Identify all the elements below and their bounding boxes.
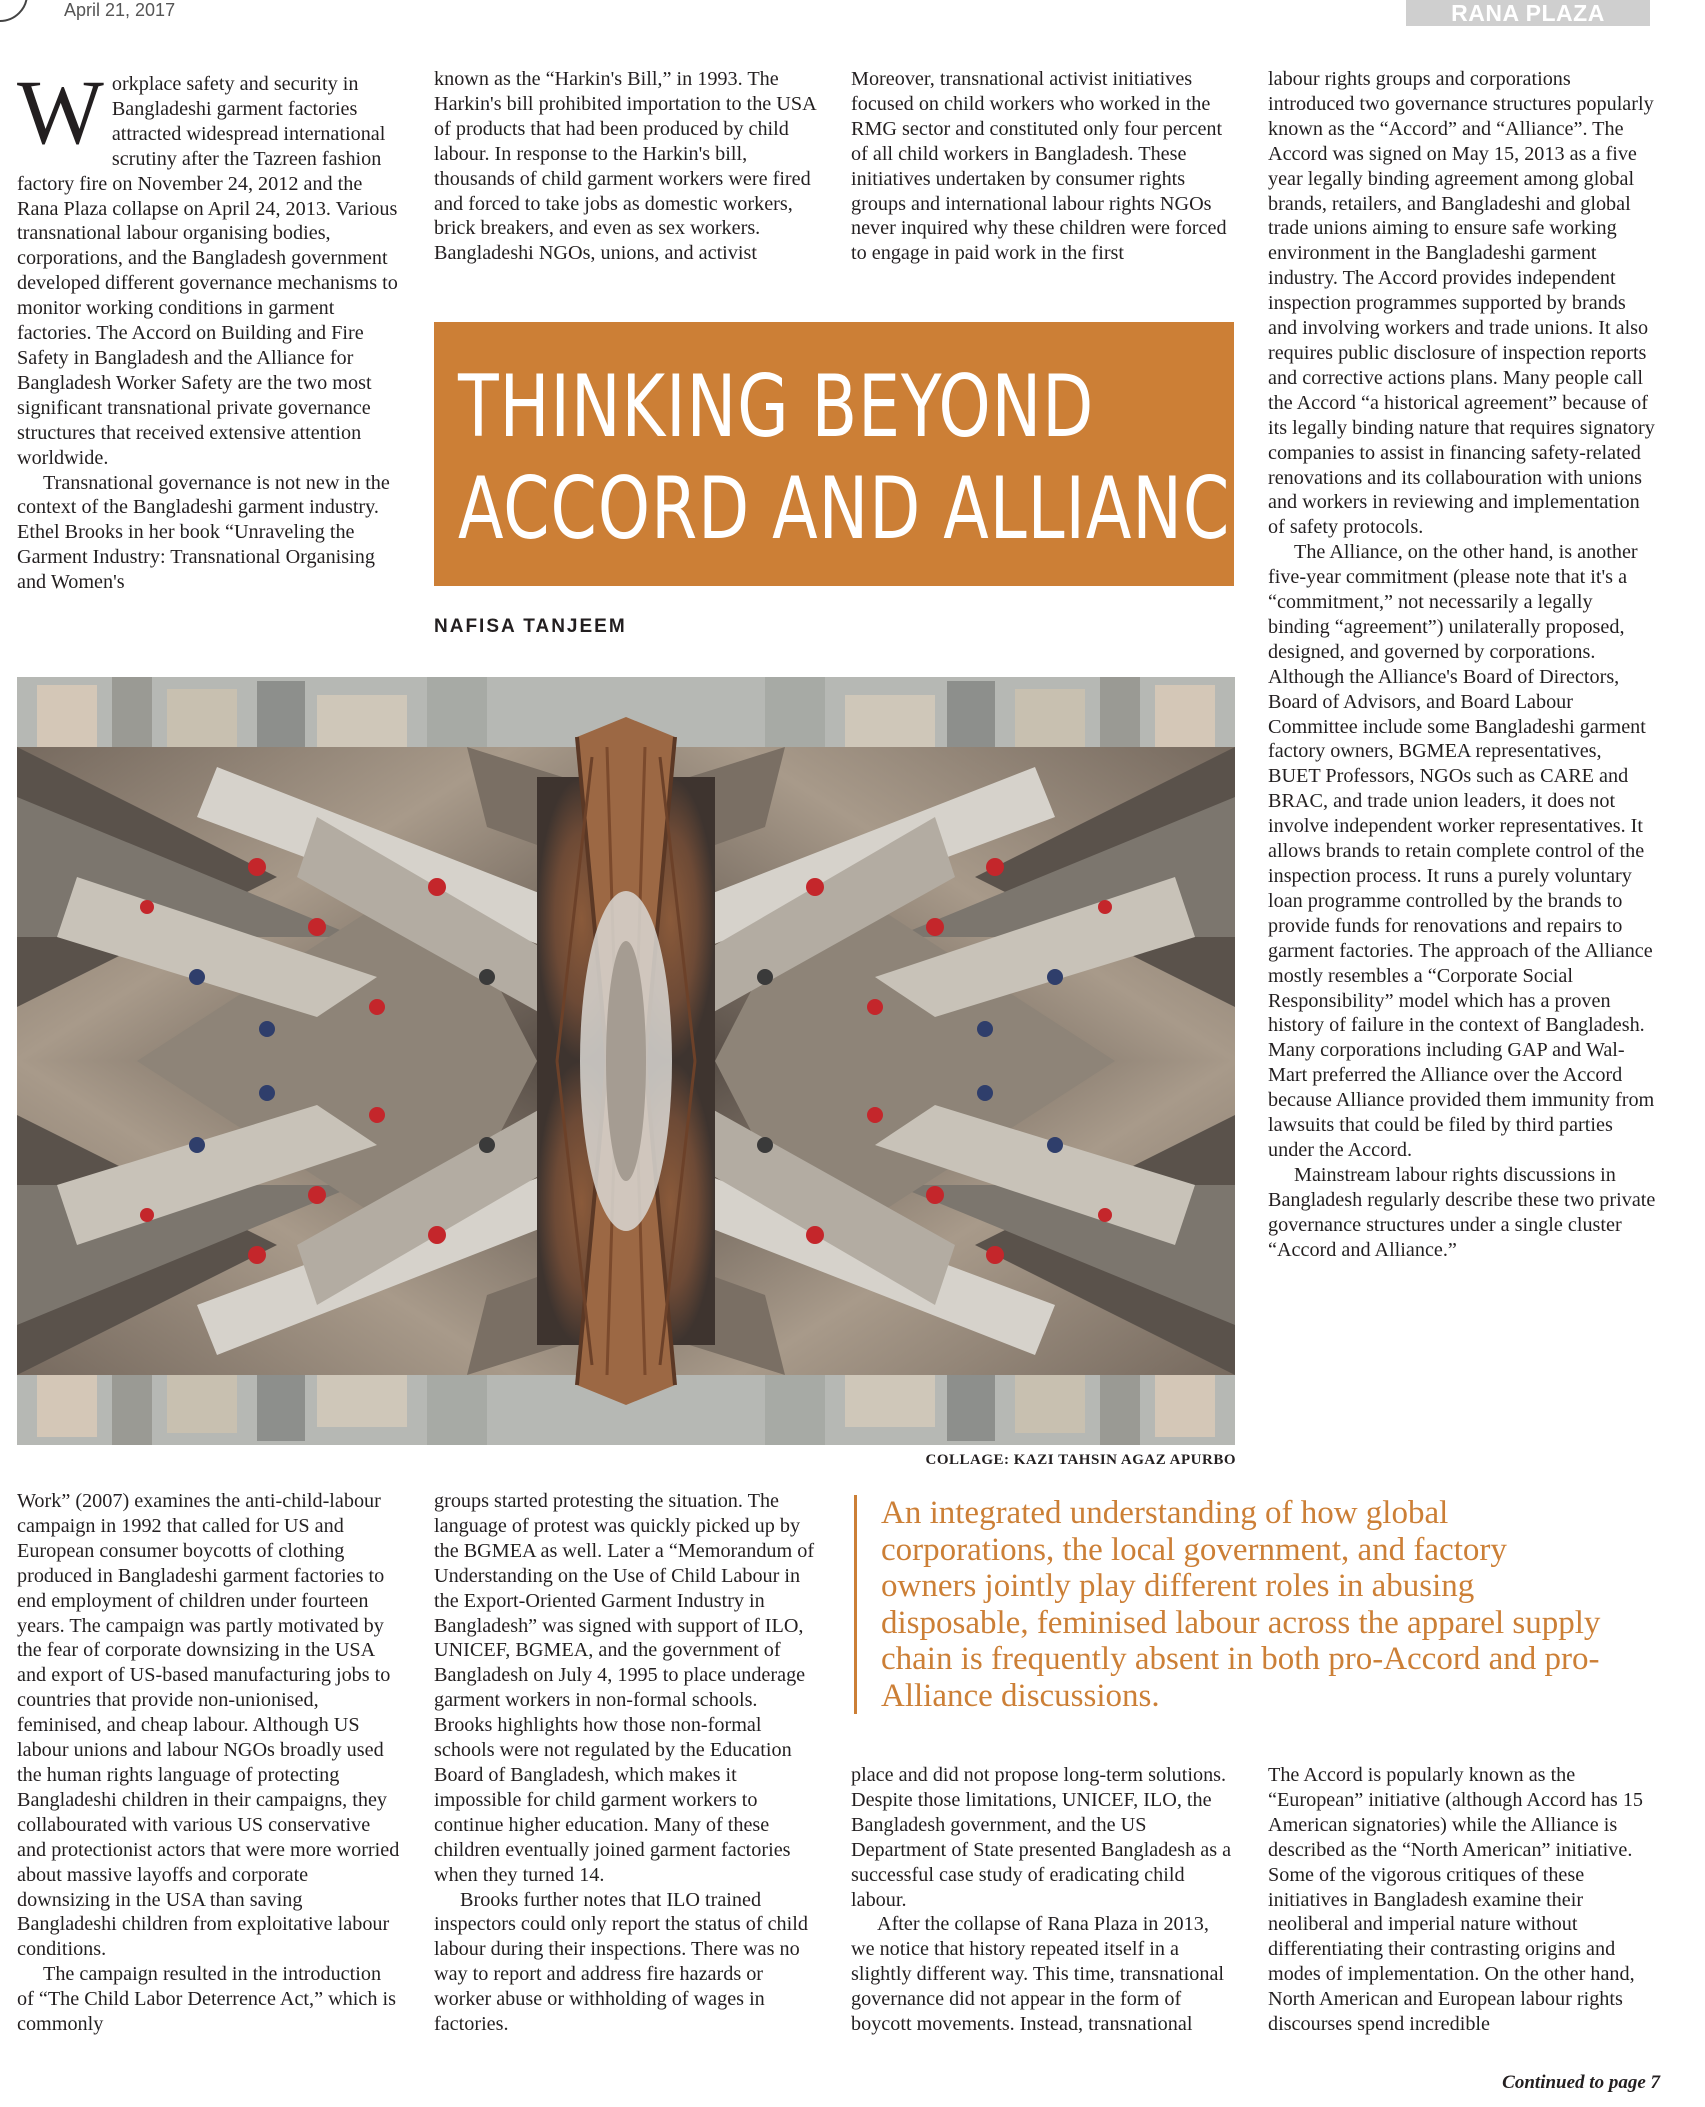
- column-3-bottom: [851, 1763, 1237, 2037]
- article-paragraph: The Accord is popularly known as the “European” initiative (although Accord has 15 American signatories) while the Alliance is described as the “North American” initiative. Some of the vigorous critiques of these initiatives in Bangladesh examine their neoliberal and imperial nature without differentiating their contrasting origins and modes of implementation. On the other hand, North American and European labour rights discourses spend incredible: [1268, 1764, 1644, 2036]
- headline: [458, 356, 1273, 560]
- article-paragraph: The campaign resulted in the introduction of “The Child Labor Deterrence Act,” which is commonly: [17, 1963, 396, 2036]
- article-paragraph: Mainstream labour rights discussions in Bangladesh regularly describe these two private governance structures under a single cluster “Accord and Alliance.”: [1268, 1163, 1656, 1261]
- column-2-top: [434, 67, 818, 266]
- column-4: [1268, 67, 1656, 1263]
- article-paragraph: Moreover, transnational activist initiatives focused on child workers who worked in the RMG sector and constituted only four percent of all child workers in Bangladesh. These initiatives undertaken by consumer rights groups and international labour rights NGOs never inquired why these children were forced to engage in paid work in the first: [851, 68, 1227, 265]
- column-1-bottom: [17, 1489, 401, 2037]
- article-paragraph: place and did not propose long-term solutions. Despite those limitations, UNICEF, ILO, the Bangladesh government, and the US Department of State presented Bangladesh as a successful case study of eradicating child labour.: [851, 1764, 1232, 1911]
- article-paragraph: After the collapse of Rana Plaza in 2013, we notice that history repeated itself in a slightly different way. This time, transnational governance did not appear in the form of boycott movements. Instead, transnational: [851, 1913, 1225, 2036]
- article-paragraph: labour rights groups and corporations introduced two governance structures popularly known as the “Accord” and “Alliance”. The Accord was signed on May 15, 2013 as a five year legally binding agreement among global brands, retailers, and Bangladeshi and global trade unions aiming to ensure safe working environment in the Bangladeshi garment industry. The Accord provides independent inspection programmes supported by brands and involving workers and trade unions. It also requires public disclosure of inspection reports and corrective actions plans. Many people call the Accord “a historical agreement” because of its legally binding nature that requires signatory companies to assist in financing safety-related renovations and its collabouration with unions and workers in reviewing and implementation of safety protocols.: [1268, 68, 1655, 539]
- article-paragraph: Workplace safety and security in Bangladeshi garment factories attracted widespread international scrutiny after the Tazreen fashion factory fire on November 24, 2012 and the Rana Plaza collapse on April 24, 2013. Various transnational labour organising bodies, corporations, and the Bangladesh government developed different governance mechanisms to monitor working conditions in garment factories. The Accord on Building and Fire Safety in Bangladesh and the Alliance for Bangladesh Worker Safety are the two most significant transnational private governance structures that received extensive attention worldwide.: [17, 61, 398, 469]
- article-paragraph: The Alliance, on the other hand, is another five-year commitment (please note that it's a “commitment,” not necessarily a legally binding “agreement”) unilaterally proposed, designed, and governed by corporations. Although the Alliance's Board of Directors, Board of Advisors, and Board Labour Committee include some Bangladeshi garment factory owners, BGMEA representatives, BUET Professors, NGOs such as CARE and BRAC, and trade union leaders, it does not involve independent worker representatives. It allows brands to retain complete control of the inspection process. It runs a purely voluntary loan programme controlled by the brands to provide funds for renovations and repairs to garment factories. The approach of the Alliance mostly resembles a “Corporate Social Responsibility” model which has a proven history of failure in the context of Bangladesh. Many corporations including GAP and Wal-Mart preferred the Alliance over the Accord because Alliance provided them immunity from lawsuits that could be filed by third parties under the Accord.: [1268, 541, 1655, 1161]
- article-paragraph: Transnational governance is not new in the context of the Bangladeshi garment industry. Ethel Brooks in her book “Unraveling the Garment Industry: Transnational Organising and Women's: [17, 471, 390, 594]
- photo-credit: COLLAGE: KAZI TAHSIN AGAZ APURBO: [925, 1452, 1236, 1468]
- pull-quote: An integrated understanding of how global corporations, the local government, and factory owners jointly play different roles in abusing disposable, feminised labour across the apparel supply chain is frequently absent in both pro-Accord and pro-Alliance discussions.: [854, 1495, 1601, 1714]
- drop-cap: W: [17, 61, 104, 163]
- page-number-circle: [0, 0, 28, 22]
- headline-line-1: THINKING BEYOND: [458, 357, 1095, 457]
- article-paragraph: known as the “Harkin's Bill,” in 1993. The Harkin's bill prohibited importation to the USA of products that had been produced by child labour. In response to the Harkin's bill, thousands of child garment workers were fired and forced to take jobs as domestic workers, brick breakers, and even as sex workers. Bangladeshi NGOs, unions, and activist: [434, 68, 816, 265]
- article-paragraph: Brooks further notes that ILO trained inspectors could only report the status of child labour during their inspections. There was no way to report and address fire hazards or worker abuse or withholding of wages in factories.: [434, 1888, 808, 2036]
- column-2-bottom: [434, 1489, 818, 2037]
- headline-line-2: ACCORD AND ALLIANCE: [458, 459, 1274, 559]
- collage-image: [17, 677, 1235, 1445]
- article-paragraph: Work” (2007) examines the anti-child-labour campaign in 1992 that called for US and European consumer boycotts of clothing produced in Bangladeshi garment factories to end employment of children under fourteen years. The campaign was partly motivated by the fear of corporate downsizing in the USA and export of US-based manufacturing jobs to countries that provide non-unionised, feminised, and cheap labour. Although US labour unions and labour NGOs broadly used the human rights language of protecting Bangladeshi children in their campaigns, they collabourated with various US conservative and protectionist actors that were more worried about massive layoffs and corporate downsizing in the USA than saving Bangladeshi children from exploitative labour conditions.: [17, 1490, 400, 1961]
- issue-date: April 21, 2017: [64, 0, 176, 20]
- column-3-top: [851, 67, 1237, 266]
- column-4-bottom: [1268, 1763, 1656, 2037]
- article-paragraph: groups started protesting the situation. The language of protest was quickly picked up by the BGMEA as well. Later a “Memorandum of Understanding on the Use of Child Labour in the Export-Oriented Garment Industry in Bangladesh” was signed with support of ILO, UNICEF, BGMEA, and the government of Bangladesh on July 4, 1995 to place underage garment workers in non-formal schools. Brooks highlights how those non-formal schools were not regulated by the Education Board of Bangladesh, which makes it impossible for child garment workers to continue higher education. Many of these children eventually joined garment factories when they turned 14.: [434, 1490, 815, 1886]
- column-1-top: [17, 61, 401, 595]
- continued-link[interactable]: Continued to page 7: [1502, 2072, 1660, 2093]
- headline-box: [434, 322, 1274, 586]
- byline: NAFISA TANJEEM: [434, 616, 627, 637]
- section-label: RANA PLAZA SPECIAL: [1406, 0, 1650, 26]
- collage-photo: [17, 677, 1235, 1445]
